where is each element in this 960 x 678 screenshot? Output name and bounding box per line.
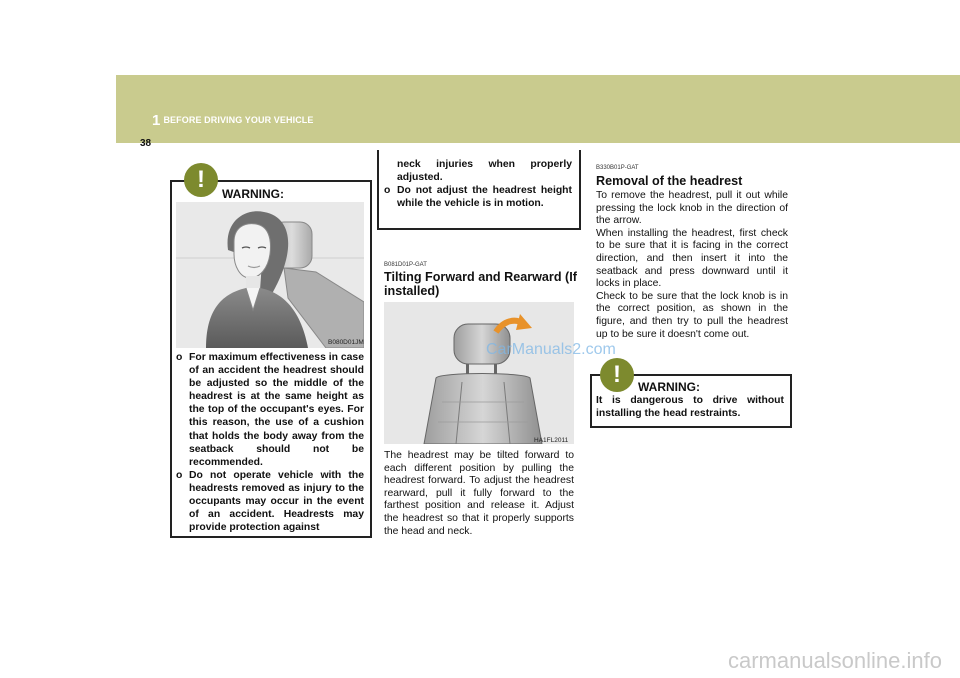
middle-continued-list [384, 158, 572, 210]
list-item [176, 351, 364, 469]
woman-headrest-illustration [176, 202, 364, 348]
warning-icon: ! [600, 358, 634, 392]
right-section-code: B330B01P-GAT [596, 165, 639, 171]
chapter-title [152, 112, 314, 129]
bullet-text: Do not operate vehicle with the headrests removed as injury to the occupants may occur in the event of an accident. Headrests may provide protection against [189, 469, 364, 534]
list-item [176, 469, 364, 534]
right-body [596, 190, 788, 341]
bullet-text: For maximum effectiveness in case of an accident the headrest should be adjusted so the middle of the headrest is at the same height as the top of the occupant's eyes. For this reason, the use of a cushion that holds the body away from the seatback should not be recommended. [189, 352, 364, 468]
seat-tilt-figure [384, 302, 574, 444]
right-paragraph: To remove the headrest, pull it out while pressing the lock knob in the direction of the arrow. [596, 190, 788, 227]
bullet-marker: o [176, 352, 183, 363]
middle-section-heading: Tilting Forward and Rearward (If installed) [384, 270, 577, 298]
bullet-text: neck injuries when properly adjusted. [397, 159, 572, 184]
bullet-text: Do not adjust the headrest height while the vehicle is in motion. [397, 185, 572, 210]
watermark: CarManuals2.com [486, 341, 616, 358]
middle-body-text: The headrest may be tilted forward to each different position by pulling the headrest forward. To adjust the headrest rearward, pull it fully forward to the farthest position and release it. Adjust the headrest so that it properly supports the head and neck. [384, 450, 574, 537]
left-warning-list [176, 351, 364, 534]
left-figure-code: B080D01JM [328, 339, 364, 346]
header-bar [116, 75, 960, 143]
right-paragraph: When installing the headrest, first check to be sure that it is facing in the correct direction, and then insert it into the seatback and press downward until it locks in place. [596, 227, 788, 290]
chapter-title-text: BEFORE DRIVING YOUR VEHICLE [163, 115, 314, 125]
middle-section-code: B081D01P-GAT [384, 262, 427, 268]
seat-headrest-illustration [384, 302, 574, 444]
page-number: 38 [140, 138, 152, 149]
right-warning-text: It is dangerous to drive without installing the head restraints. [596, 395, 784, 420]
middle-figure-code: HA1FL2011 [534, 437, 569, 444]
list-item [384, 184, 572, 210]
left-warning-title: WARNING: [222, 187, 284, 201]
right-warning-title: WARNING: [638, 380, 700, 394]
right-paragraph: Check to be sure that the lock knob is in the correct position, as shown in the figure, and then try to pull the headrest up to be sure it doesn't come out. [596, 290, 788, 340]
headrest-portrait-figure [176, 202, 364, 348]
right-section-heading: Removal of the headrest [596, 174, 743, 188]
warning-icon: ! [184, 163, 218, 197]
list-item [384, 158, 572, 184]
bullet-marker: o [176, 469, 183, 481]
chapter-number: 1 [152, 112, 161, 129]
footer-url: carmanualsonline.info [727, 648, 942, 673]
bullet-marker: o [384, 185, 391, 197]
